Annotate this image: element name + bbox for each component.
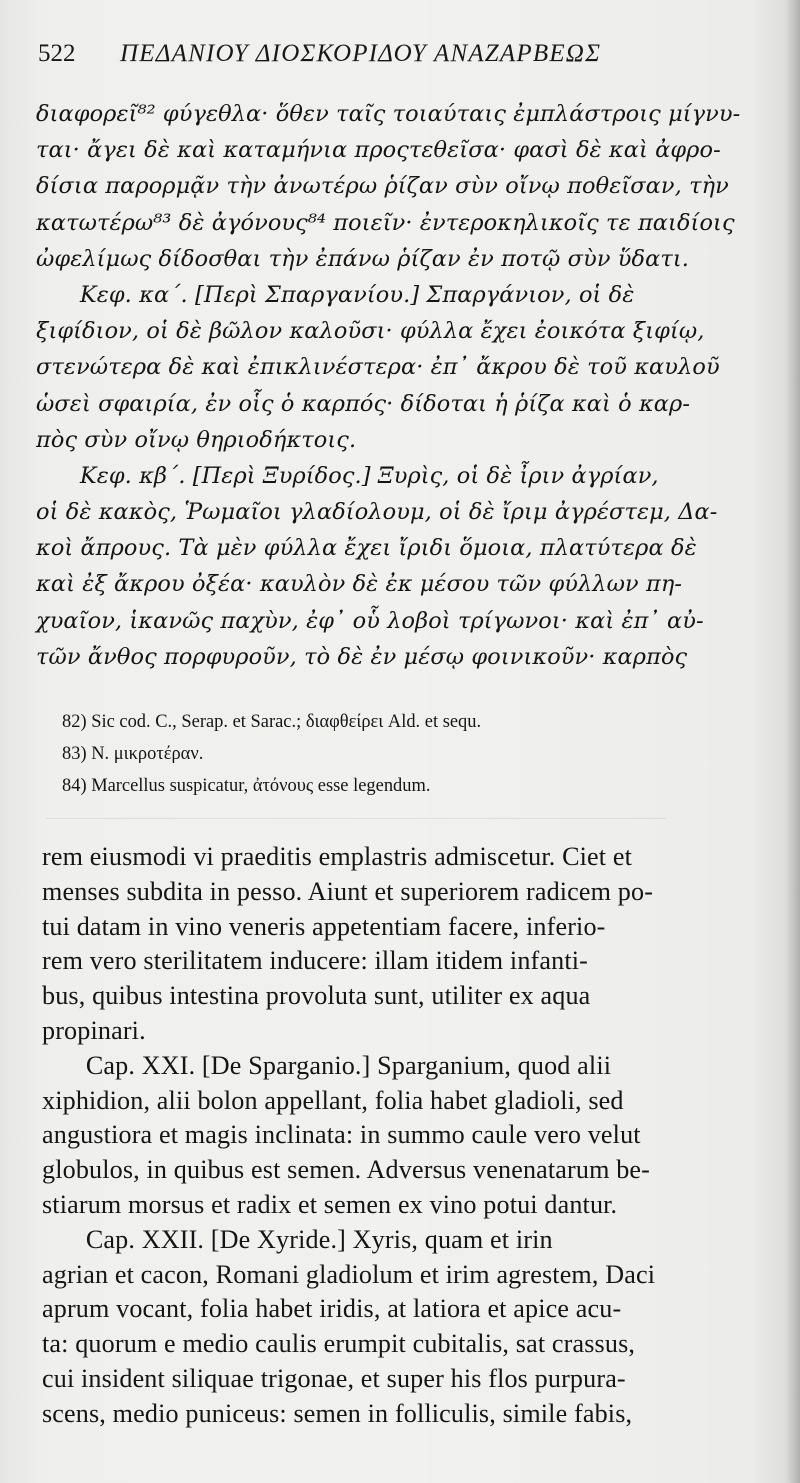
greek-chapter-heading: Κεφ. κα΄. [Περὶ Σπαργανίου.] Σπαργάνιον, οἱ δὲ: [79, 281, 635, 308]
latin-chapter-heading: Cap. XXI. [De Sparganio.] Sparganium, quod alii: [85, 1050, 612, 1080]
latin-line: scens, medio puniceus: semen in folliculis, simile fabis,: [42, 1398, 633, 1428]
greek-line: κατωτέρω⁸³ δὲ ἀγόνους⁸⁴ ποιεῖν· ἐντεροκηλικοῖς τε παιδίοις: [36, 209, 735, 236]
page-gutter-shadow: [786, 0, 800, 1483]
footnote-84: 84) Marcellus suspicatur, ἀτόνους esse legendum.: [62, 776, 431, 796]
greek-line: διαφορεῖ⁸² φύγεθλα· ὅθεν ταῖς τοιαύταις ἐμπλάστροις μίγνυ-: [36, 101, 741, 127]
greek-line: καὶ ἐξ ἄκρου ὀξέα· καυλὸν δὲ ἐκ μέσου τῶν φύλλων πη-: [36, 571, 683, 598]
latin-line: rem eiusmodi vi praeditis emplastris admiscetur. Ciet et: [42, 842, 633, 871]
greek-line: τῶν ἄνθος πορφυροῦν, τὸ δὲ ἐν μέσῳ φοινικοῦν· καρπὸς: [36, 643, 688, 670]
latin-line: angustiora et magis inclinata: in summo caule vero velut: [42, 1120, 641, 1150]
greek-line: οἱ δὲ κακὸς, Ῥωμαῖοι γλαδίολουμ, οἱ δὲ ἴριμ ἀγρέστεμ, Δα-: [36, 499, 718, 526]
latin-text-block: [42, 840, 752, 1432]
greek-line: στενώτερα δὲ καὶ ἐπικλινέστερα· ἐπ᾽ ἄκρου δὲ τοῦ καυλοῦ: [36, 354, 720, 381]
footnote-83: 83) N. μικροτέραν.: [62, 744, 204, 764]
page-number: 522: [38, 40, 76, 67]
greek-line: ται· ἄγει δὲ καὶ καταμήνια προςτεθεῖσα· φασὶ δὲ καὶ ἀφρο-: [36, 137, 721, 164]
greek-line: πὸς σὺν οἴνῳ θηριοδήκτοις.: [36, 426, 357, 453]
section-divider: [46, 818, 666, 819]
page-header: [38, 36, 758, 80]
latin-chapter-heading: Cap. XXII. [De Xyride.] Xyris, quam et irin: [85, 1224, 553, 1254]
latin-line: cui insident siliquae trigonae, et super his flos purpura-: [42, 1363, 626, 1393]
latin-line: globulos, in quibus est semen. Adversus venenatarum be-: [42, 1155, 651, 1185]
greek-text-block: [36, 96, 752, 675]
footnote-82: 82) Sic cod. C., Serap. et Sarac.; διαφθείρει Ald. et sequ.: [62, 712, 482, 732]
greek-line: ὠφελίμως δίδοσθαι τὴν ἐπάνω ῥίζαν ἐν ποτῷ σὺν ὕδατι.: [36, 245, 690, 272]
greek-line: ξιφίδιον, οἱ δὲ βῶλον καλοῦσι· φύλλα ἔχει ἐοικότα ξιφίῳ,: [36, 318, 705, 345]
latin-line: propinari.: [42, 1015, 146, 1045]
footnotes: [62, 706, 752, 802]
latin-line: bus, quibus intestina provoluta sunt, utiliter ex aqua: [42, 981, 591, 1011]
latin-line: agrian et cacon, Romani gladiolum et irim agrestem, Daci: [42, 1259, 656, 1289]
greek-line: ὡσεὶ σφαιρία, ἐν οἷς ὁ καρπός· δίδοται ἡ ῥίζα καὶ ὁ καρ-: [36, 390, 691, 417]
latin-line: stiarum morsus et radix et semen ex vino potui dantur.: [42, 1189, 618, 1219]
latin-line: menses subdita in pesso. Aiunt et superiorem radicem po-: [42, 876, 654, 906]
latin-line: aprum vocant, folia habet iridis, at latiora et apice acu-: [42, 1294, 622, 1324]
latin-line: rem vero sterilitatem inducere: illam itidem infanti-: [42, 946, 588, 976]
greek-chapter-heading: Κεφ. κβ΄. [Περὶ Ξυρίδος.] Ξυρὶς, οἱ δὲ ἶριν ἀγρίαν,: [79, 462, 659, 489]
latin-line: tui datam in vino veneris appetentiam facere, inferio-: [42, 911, 606, 941]
greek-line: δίσια παρορμᾷν τὴν ἀνωτέρω ῥίζαν σὺν οἴνῳ ποθεῖσαν, τὴν: [36, 173, 729, 200]
latin-line: xiphidion, alii bolon appellant, folia habet gladioli, sed: [42, 1085, 624, 1115]
running-head: ΠΕΔΑΝΙΟΥ ΔΙΟΣΚΟΡΙΔΟΥ ΑΝΑΖΑΡΒΕΩΣ: [120, 40, 602, 67]
greek-line: κοὶ ἄπρους. Τὰ μὲν φύλλα ἔχει ἴριδι ὅμοια, πλατύτερα δὲ: [36, 535, 697, 562]
greek-line: χυαῖον, ἱκανῶς παχὺν, ἐφ᾽ οὗ λοβοὶ τρίγωνοι· καὶ ἐπ᾽ αὐ-: [36, 607, 704, 634]
latin-line: ta: quorum e medio caulis erumpit cubitalis, sat crassus,: [42, 1329, 636, 1359]
